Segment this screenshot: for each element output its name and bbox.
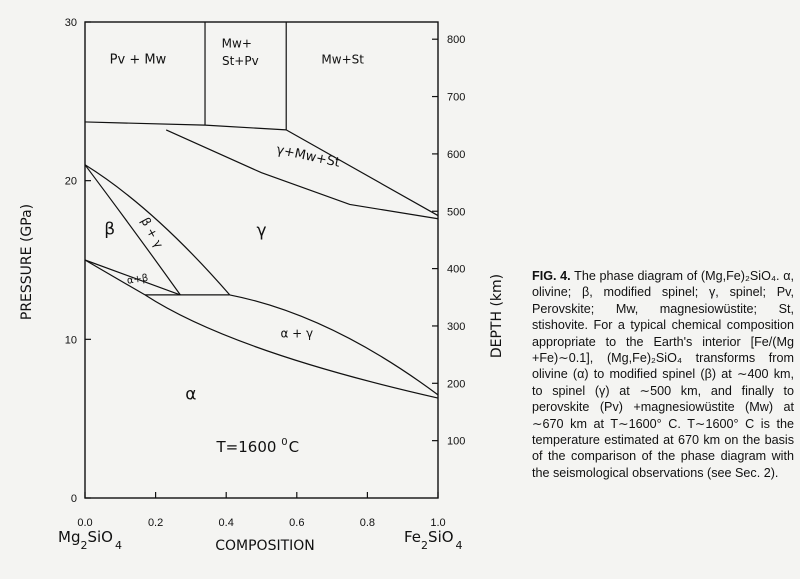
y-tick-label-right: 700 [447,91,466,104]
region-label: Mw+ [221,36,252,51]
boundary-mw-st-pv-base [205,125,286,130]
xlabel: COMPOSITION [215,538,315,554]
x-tick-label: 0.0 [77,517,93,529]
region-label: Mw+St [321,52,364,67]
region-label: Pv + Mw [109,52,167,68]
caption-label: FIG. 4. [532,269,571,283]
region-label: α + γ [280,326,314,341]
x-end-label-left: $Mg_2SiO$ $_4$ [58,528,122,552]
caption-text: The phase diagram of (Mg,Fe)₂SiO₄. α, olivine; β, modified spinel; γ, spinel; Pv, Perovskite; Mw, magnesiowüstite; St, stishovite. For a typical chemical composition appropriate to the Earth's interior [Fe/(Mg +Fe)∼0.1], (Mg,Fe)₂SiO₄ transforms from olivine (α) to modified spinel (β) at ∼400 km, to spinel (γ) at ∼500 km, and finally to perovskite (Pv) +magnesiowüstite (Mw) at ∼670 km at T∼1600° C. T∼1600° C is the temperature estimated at 670 km on the basis of the comparison of the phase diagram with the seismological observations (see Sec. 2). [532,269,794,480]
y-tick-label-right: 600 [447,148,466,161]
region-label: γ+Mw+St [274,142,342,171]
y-tick-label-right: 800 [447,34,466,47]
region-label: β [104,219,116,240]
x-tick-label: 1.0 [430,517,446,529]
y-tick-label-left: 30 [64,17,77,29]
ylabel-right: DEPTH (km) [489,273,505,359]
y-tick-label-right: 200 [447,378,466,391]
figure-caption [532,268,794,481]
x-tick-label: 0.8 [359,517,376,529]
y-tick-label-right: 300 [447,320,466,333]
region-label: α+β [126,272,149,287]
boundary-gamma-mw-st-upper [286,130,438,216]
y-tick-label-left: 10 [64,334,77,347]
x-tick-label: 0.4 [218,517,234,529]
y-tick-label-right: 500 [447,206,466,219]
region-label: β + γ [138,215,166,251]
boundary-alpha-gamma-lower [145,295,438,398]
x-tick-label: 0.6 [289,517,305,529]
x-tick-label: 0.2 [147,517,164,529]
y-tick-label-right: 100 [447,435,466,448]
plot-frame [85,22,438,498]
temperature-annotation: T=1600 $^0$C [216,436,300,456]
region-label: α [185,384,197,405]
y-tick-label-left: 0 [70,493,77,505]
region-label: γ [256,221,267,242]
x-end-label-right: $Fe_2SiO$ $_4$ [404,528,463,552]
region-label: St+Pv [221,53,259,68]
y-tick-label-right: 400 [447,263,466,276]
ylabel-left: PRESSURE (GPa) [19,203,35,321]
boundary-alpha-gamma-upper [230,295,438,395]
boundary-gamma-mw-st-lower [166,130,438,219]
y-tick-label-left: 20 [64,175,77,188]
boundary-perovskite-base [85,122,205,125]
